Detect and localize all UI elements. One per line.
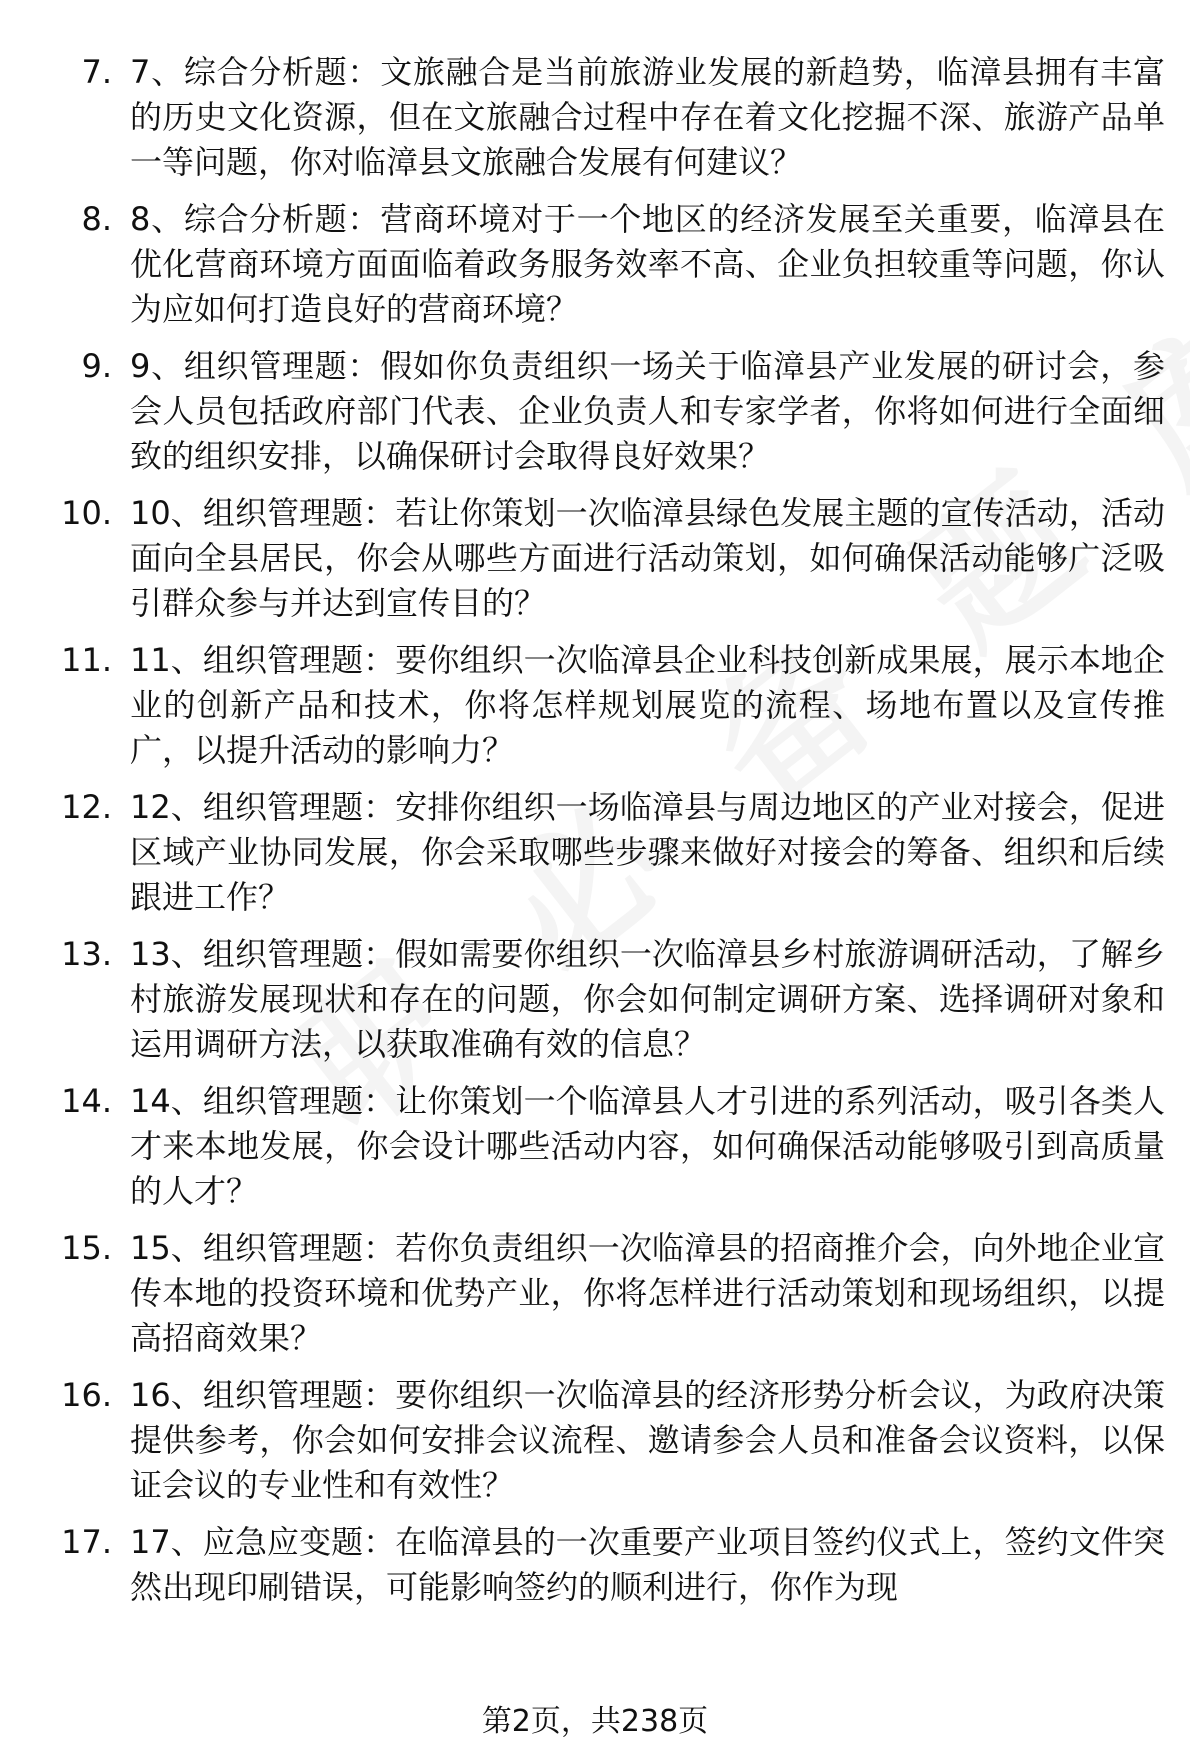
question-text: 10、组织管理题：若让你策划一次临漳县绿色发展主题的宣传活动，活动面向全县居民，你会从哪些方面进行活动策划，如何确保活动能够广泛吸引群众参与并达到宣传目的？: [130, 494, 1165, 622]
list-item: [0, 1226, 1190, 1361]
question-number: 12.: [61, 788, 112, 826]
question-text: 13、组织管理题：假如需要你组织一次临漳县乡村旅游调研活动，了解乡村旅游发展现状和存在的问题，你会如何制定调研方案、选择调研对象和运用调研方法，以获取准确有效的信息？: [130, 935, 1165, 1063]
list-item: [0, 1373, 1190, 1508]
list-item: [0, 932, 1190, 1067]
list-item: [0, 785, 1190, 920]
question-text: 12、组织管理题：安排你组织一场临漳县与周边地区的产业对接会，促进区域产业协同发展，你会采取哪些步骤来做好对接会的筹备、组织和后续跟进工作？: [130, 788, 1165, 916]
question-list: [0, 50, 1190, 1622]
question-number: 15.: [61, 1229, 112, 1267]
list-item: [0, 50, 1190, 185]
question-number: 14.: [61, 1082, 112, 1120]
question-text: 16、组织管理题：要你组织一次临漳县的经济形势分析会议，为政府决策提供参考，你会如何安排会议流程、邀请参会人员和准备会议资料，以保证会议的专业性和有效性？: [130, 1376, 1165, 1504]
list-item: [0, 491, 1190, 626]
question-number: 16.: [61, 1376, 112, 1414]
page-number-footer: 第2页，共238页: [481, 1704, 709, 1739]
question-number: 13.: [61, 935, 112, 973]
question-text: 8、综合分析题：营商环境对于一个地区的经济发展至关重要，临漳县在优化营商环境方面面临着政务服务效率不高、企业负担较重等问题，你认为应如何打造良好的营商环境？: [130, 200, 1165, 328]
list-item: [0, 1520, 1190, 1610]
question-number: 7.: [81, 53, 112, 91]
list-item: [0, 344, 1190, 479]
question-text: 17、应急应变题：在临漳县的一次重要产业项目签约仪式上，签约文件突然出现印刷错误，可能影响签约的顺利进行，你作为现: [130, 1523, 1165, 1606]
question-number: 17.: [61, 1523, 112, 1561]
list-item: [0, 197, 1190, 332]
question-number: 10.: [61, 494, 112, 532]
question-text: 7、综合分析题：文旅融合是当前旅游业发展的新趋势，临漳县拥有丰富的历史文化资源，但在文旅融合过程中存在着文化挖掘不深、旅游产品单一等问题，你对临漳县文旅融合发展有何建议？: [130, 53, 1165, 181]
question-text: 9、组织管理题：假如你负责组织一场关于临漳县产业发展的研讨会，参会人员包括政府部门代表、企业负责人和专家学者，你将如何进行全面细致的组织安排，以确保研讨会取得良好效果？: [130, 347, 1165, 475]
question-text: 15、组织管理题：若你负责组织一次临漳县的招商推介会，向外地企业宣传本地的投资环境和优势产业，你将怎样进行活动策划和现场组织，以提高招商效果？: [130, 1229, 1165, 1357]
question-number: 8.: [81, 200, 112, 238]
question-text: 11、组织管理题：要你组织一次临漳县企业科技创新成果展，展示本地企业的创新产品和技术，你将怎样规划展览的流程、场地布置以及宣传推广，以提升活动的影响力？: [130, 641, 1165, 769]
question-number: 11.: [61, 641, 112, 679]
question-text: 14、组织管理题：让你策划一个临漳县人才引进的系列活动，吸引各类人才来本地发展，你会设计哪些活动内容，如何确保活动能够吸引到高质量的人才？: [130, 1082, 1165, 1210]
question-number: 9.: [81, 347, 112, 385]
list-item: [0, 638, 1190, 773]
list-item: [0, 1079, 1190, 1214]
